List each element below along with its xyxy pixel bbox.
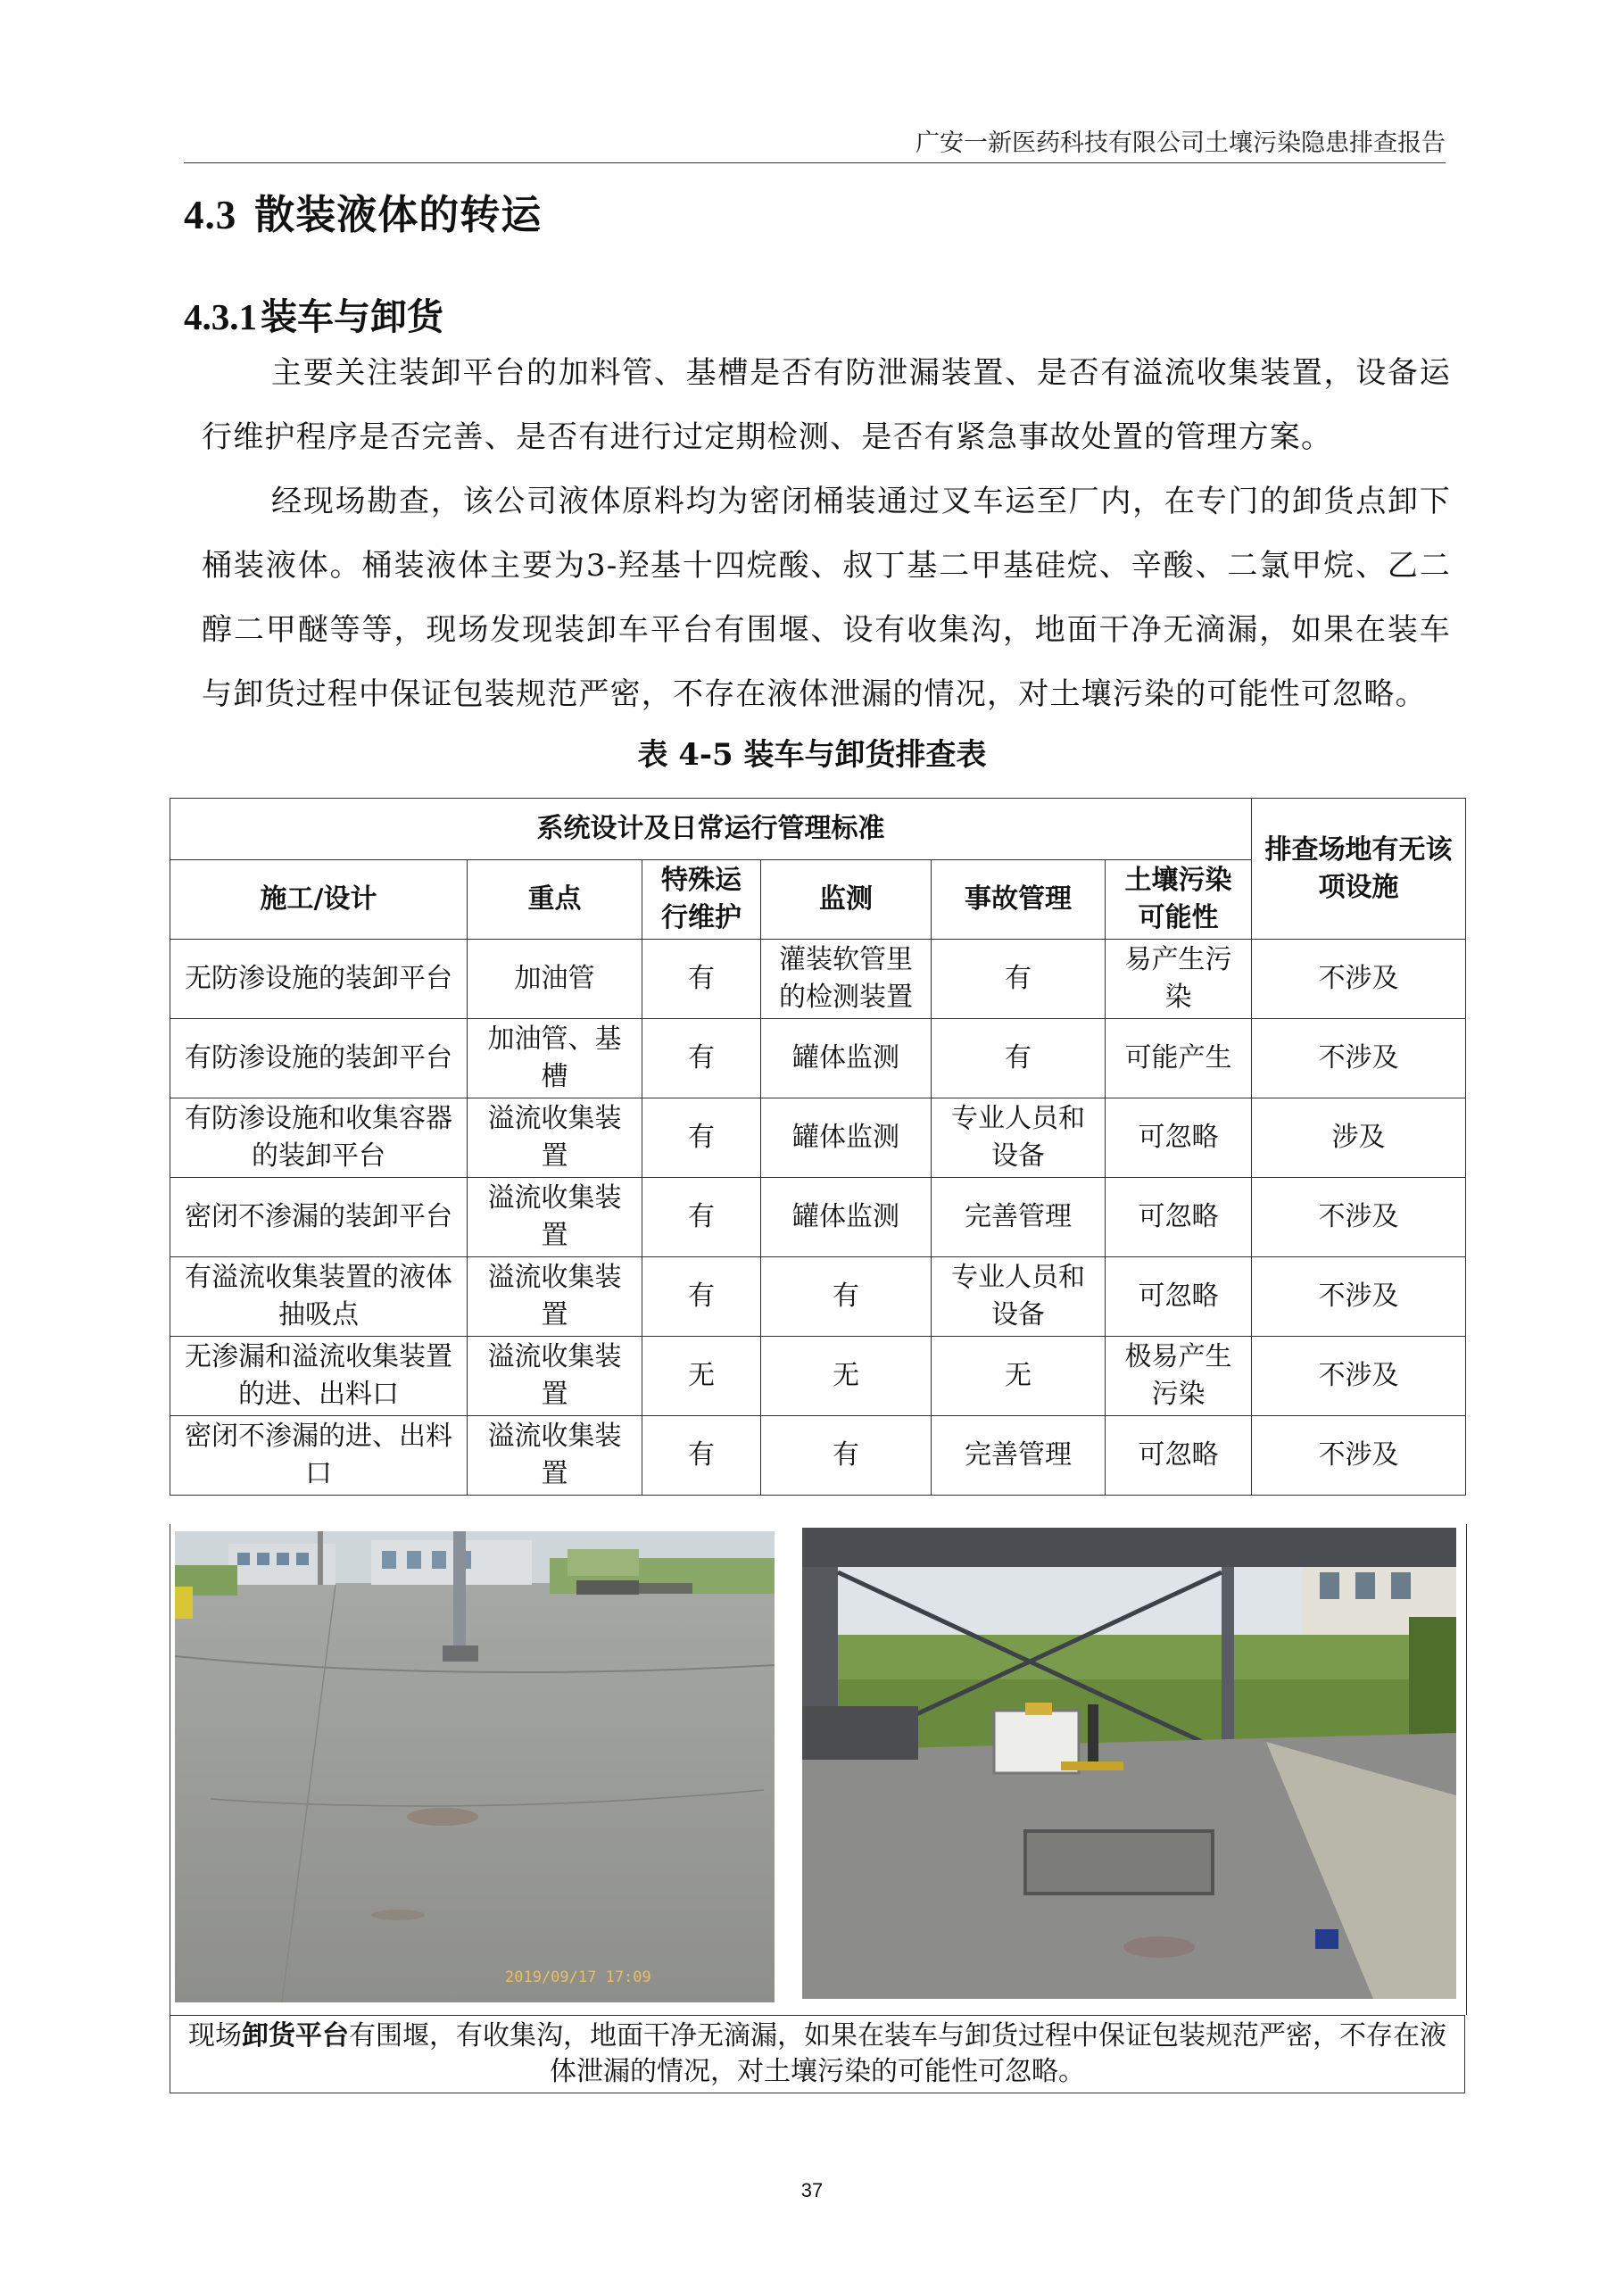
paragraph-survey: 经现场勘查，该公司液体原料均为密闭桶装通过叉车运至厂内，在专门的卸货点卸下桶装液体。桶装液体主要为3-羟基十四烷酸、叔丁基二甲基硅烷、辛酸、二氯甲烷、乙二醇二甲醚等等，现场发现装卸车平台有围堰、设有收集沟，地面干净无滴漏，如果在装车与卸货过程中保证包装规范严密，不存在液体泄漏的情况，对土壤污染的可能性可忽略。 [202, 484, 1451, 712]
photo-area [170, 1524, 1467, 2015]
table-cell: 密闭不渗漏的进、出料口 [170, 1416, 468, 1496]
table-row [170, 940, 1466, 1019]
paragraph-focus: 主要关注装卸平台的加料管、基槽是否有防泄漏装置、是否有溢流收集装置，设备运行维护程序是否完善、是否有进行过定期检测、是否有紧急事故处置的管理方案。 [202, 355, 1451, 455]
table-cell: 罐体监测 [761, 1098, 932, 1178]
table-cell: 涉及 [1252, 1098, 1466, 1178]
subsection-title: 装车与卸货 [261, 295, 443, 338]
inspection-table [170, 798, 1466, 1496]
table-cell: 可忽略 [1106, 1178, 1252, 1257]
column-header: 重点 [468, 860, 642, 940]
table-cell: 不涉及 [1252, 1257, 1466, 1337]
table-cell: 可忽略 [1106, 1257, 1252, 1337]
table-cell: 无 [761, 1337, 932, 1416]
table-cell: 有 [932, 1019, 1106, 1098]
table-cell: 可忽略 [1106, 1416, 1252, 1496]
table-cell: 专业人员和设备 [932, 1257, 1106, 1337]
table-cell: 易产生污染 [1106, 940, 1252, 1019]
section-number: 4.3 [184, 193, 237, 237]
table-row [170, 1337, 1466, 1416]
table-group-header: 系统设计及日常运行管理标准 [170, 799, 1252, 860]
table-cell: 溢流收集装置 [468, 1178, 642, 1257]
table-cell: 罐体监测 [761, 1019, 932, 1098]
table-cell: 无渗漏和溢流收集装置的进、出料口 [170, 1337, 468, 1416]
table-cell: 灌装软管里的检测装置 [761, 940, 932, 1019]
table-cell: 有防渗设施和收集容器的装卸平台 [170, 1098, 468, 1178]
running-header: 广安一新医药科技有限公司土壤污染隐患排查报告 [916, 129, 1446, 157]
table-cell: 有 [642, 1098, 761, 1178]
table-cell: 不涉及 [1252, 1416, 1466, 1496]
page-number: 37 [800, 2179, 824, 2201]
table-cell: 密闭不渗漏的装卸平台 [170, 1178, 468, 1257]
photo-unloading-area [175, 1531, 775, 2002]
header-rule [184, 162, 1446, 163]
table-cell: 有防渗设施的装卸平台 [170, 1019, 468, 1098]
table-cell: 溢流收集装置 [468, 1337, 642, 1416]
table-cell: 溢流收集装置 [468, 1416, 642, 1496]
table-row [170, 1257, 1466, 1337]
table-cell: 完善管理 [932, 1178, 1106, 1257]
table-cell: 有 [642, 1019, 761, 1098]
table-cell: 可能产生 [1106, 1019, 1252, 1098]
table-cell: 有 [642, 1257, 761, 1337]
table-cell: 可忽略 [1106, 1098, 1252, 1178]
photo-loading-platform [802, 1528, 1456, 1999]
table-cell: 无 [642, 1337, 761, 1416]
table-row [170, 1178, 1466, 1257]
table-cell: 有 [932, 940, 1106, 1019]
column-header: 施工/设计 [170, 860, 468, 940]
table-cell: 不涉及 [1252, 940, 1466, 1019]
table-cell: 有 [642, 1416, 761, 1496]
photo-timestamp: 2019/09/17 17:09 [505, 1969, 651, 1986]
section-title: 散装液体的转运 [254, 191, 543, 238]
section-heading [184, 182, 542, 240]
table-cell: 无 [932, 1337, 1106, 1416]
table-cell: 有 [761, 1416, 932, 1496]
table-side-header: 排查场地有无该项设施 [1252, 799, 1466, 940]
table-cell: 完善管理 [932, 1416, 1106, 1496]
table-row [170, 1098, 1466, 1178]
table-cell: 溢流收集装置 [468, 1257, 642, 1337]
table-cell: 极易产生污染 [1106, 1337, 1252, 1416]
table-caption: 表 4-5 装车与卸货排查表 [637, 737, 987, 773]
photo-caption-prefix: 现场 [188, 2020, 242, 2051]
column-header: 土壤污染可能性 [1106, 860, 1252, 940]
table-cell: 不涉及 [1252, 1178, 1466, 1257]
photo-caption [170, 2015, 1465, 2093]
table-cell: 不涉及 [1252, 1337, 1466, 1416]
photo-caption-emphasis: 卸货平台 [242, 2020, 349, 2051]
photo-caption-text: 有围堰，有收集沟，地面干净无滴漏，如果在装车与卸货过程中保证包装规范严密，不存在液体泄漏的情况，对土壤污染的可能性可忽略。 [349, 2020, 1446, 2087]
table-row [170, 1019, 1466, 1098]
table-cell: 专业人员和设备 [932, 1098, 1106, 1178]
table-cell: 无防渗设施的装卸平台 [170, 940, 468, 1019]
table-cell: 不涉及 [1252, 1019, 1466, 1098]
subsection-heading [184, 287, 443, 340]
table-body [170, 940, 1466, 1496]
table-cell: 加油管 [468, 940, 642, 1019]
table-cell: 有 [642, 940, 761, 1019]
column-header: 事故管理 [932, 860, 1106, 940]
table-row [170, 1416, 1466, 1496]
subsection-number: 4.3.1 [184, 296, 257, 337]
table-cell: 有 [642, 1178, 761, 1257]
table-cell: 溢流收集装置 [468, 1098, 642, 1178]
table-cell: 有 [761, 1257, 932, 1337]
table-cell: 有溢流收集装置的液体抽吸点 [170, 1257, 468, 1337]
table-cell: 罐体监测 [761, 1178, 932, 1257]
column-header: 特殊运行维护 [642, 860, 761, 940]
table-cell: 加油管、基槽 [468, 1019, 642, 1098]
column-header: 监测 [761, 860, 932, 940]
